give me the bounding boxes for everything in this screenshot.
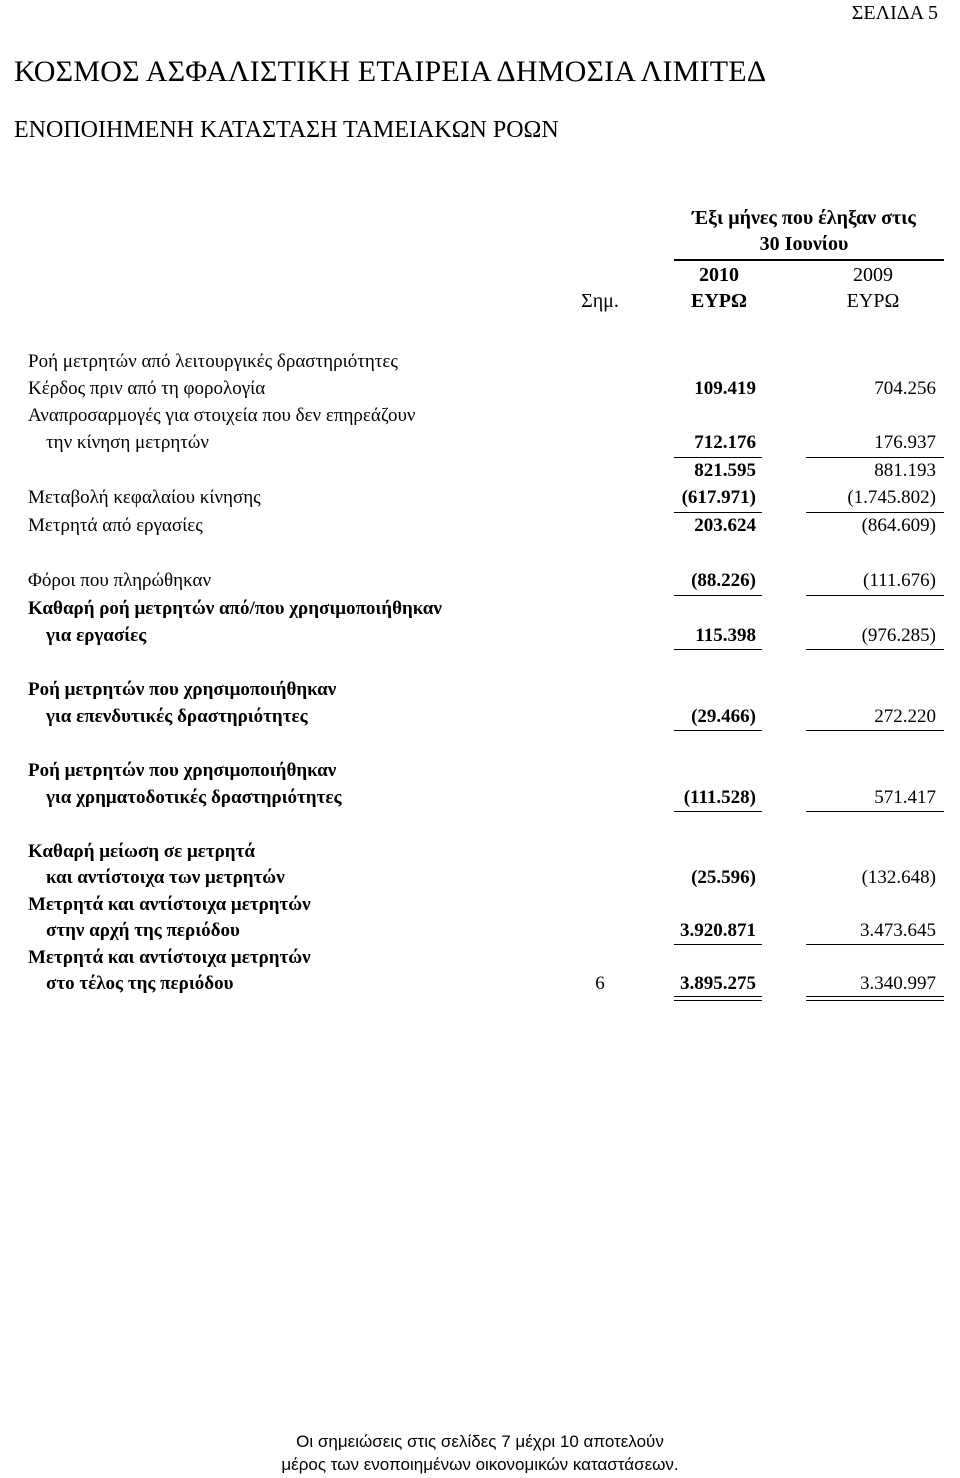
row-label-investing: για επενδυτικές δραστηριότητες (46, 706, 308, 727)
value-2010-taxes-paid: (88.226) (691, 570, 756, 591)
value-2009-cash-from-ops: (864.609) (861, 515, 936, 536)
value-2010-profit-before-tax: 109.419 (694, 378, 756, 399)
value-2010-net-decrease: (25.596) (691, 867, 756, 888)
value-2009-working-capital: (1.745.802) (847, 487, 936, 508)
underline-2009-adjustments (806, 457, 944, 458)
row-label-adjustments-line-1: Αναπροσαρμογές για στοιχεία που δεν επηρεάζουν (28, 405, 416, 426)
row-label-net-decrease: και αντίστοιχα των μετρητών (46, 867, 285, 888)
footer-line-1: Οι σημειώσεις στις σελίδες 7 μέχρι 10 αποτελούν (296, 1432, 664, 1451)
row-label-net-ops: για εργασίες (46, 625, 147, 646)
underline-2010-financing (674, 811, 762, 812)
underline-2009-working-capital (806, 512, 944, 513)
note-column-header: Σημ. (581, 290, 619, 312)
row-label-opening: στην αρχή της περιόδου (46, 920, 240, 941)
underline-2009-net-ops (806, 649, 944, 650)
period-underline (674, 259, 944, 261)
row-label-closing-line-1: Μετρητά και αντίστοιχα μετρητών (28, 947, 311, 968)
row-label-financing: για χρηματοδοτικές δραστηριότητες (46, 787, 342, 808)
company-name: ΚΟΣΜΟΣ ΑΣΦΑΛΙΣΤΙΚΗ ΕΤΑΙΡΕΙΑ ΔΗΜΟΣΙΑ ΛΙΜΙΤΕΔ (14, 55, 767, 88)
value-2010-cash-from-ops: 203.624 (694, 515, 756, 536)
value-2010-working-capital: (617.971) (681, 487, 756, 508)
row-label-adjustments: την κίνηση μετρητών (46, 432, 210, 453)
statement-title: ΕΝΟΠΟΙΗΜΕΝΗ ΚΑΤΑΣΤΑΣΗ ΤΑΜΕΙΑΚΩΝ ΡΟΩΝ (14, 117, 559, 143)
underline-2010-investing (674, 730, 762, 731)
underline-2009-investing (806, 730, 944, 731)
value-2009-opening: 3.473.645 (860, 920, 936, 941)
value-2010-subtotal: 821.595 (694, 460, 756, 481)
value-2009-net-ops: (976.285) (861, 625, 936, 646)
year-2009-header: 2009 (853, 264, 893, 286)
underline-2010-opening (674, 944, 762, 945)
value-2009-profit-before-tax: 704.256 (874, 378, 936, 399)
value-2009-financing: 571.417 (874, 787, 936, 808)
currency-2010-header: ΕΥΡΩ (690, 290, 747, 312)
underline-2009-opening (806, 944, 944, 945)
note-ref-closing: 6 (595, 973, 605, 994)
operating-heading: Ροή μετρητών από λειτουργικές δραστηριότητες (28, 351, 398, 372)
currency-2009-header: ΕΥΡΩ (846, 290, 900, 312)
value-2009-taxes-paid: (111.676) (863, 570, 936, 591)
row-label-closing: στο τέλος της περιόδου (46, 973, 234, 994)
period-header (664, 205, 944, 257)
value-2010-financing: (111.528) (683, 787, 756, 808)
footer-line-2: μέρος των ενοποιημένων οικονομικών καταστάσεων. (281, 1455, 679, 1474)
underline-2009-taxes-paid (806, 595, 944, 596)
row-label-financing-line-1: Ροή μετρητών που χρησιμοποιήθηκαν (28, 760, 337, 781)
value-2010-closing: 3.895.275 (680, 973, 756, 994)
value-2009-closing: 3.340.997 (860, 973, 936, 994)
value-2010-adjustments: 712.176 (694, 432, 756, 453)
row-label-profit-before-tax: Κέρδος πριν από τη φορολογία (28, 378, 266, 399)
row-label-investing-line-1: Ροή μετρητών που χρησιμοποιήθηκαν (28, 679, 337, 700)
row-label-taxes-paid: Φόροι που πληρώθηκαν (28, 570, 212, 591)
underline-2009-financing (806, 811, 944, 812)
value-2010-investing: (29.466) (691, 706, 756, 727)
value-2009-investing: 272.220 (874, 706, 936, 727)
row-label-net-ops-line-1: Καθαρή ροή μετρητών από/που χρησιμοποιήθηκαν (28, 598, 442, 619)
value-2010-net-ops: 115.398 (695, 625, 756, 646)
row-label-cash-from-ops: Μετρητά από εργασίες (28, 515, 203, 536)
underline-2010-net-ops (674, 649, 762, 650)
underline-2010-adjustments (674, 457, 762, 458)
value-2009-net-decrease: (132.648) (861, 867, 936, 888)
page-number: ΣΕΛΙΔΑ 5 (851, 2, 938, 24)
value-2010-opening: 3.920.871 (680, 920, 756, 941)
row-label-working-capital: Μεταβολή κεφαλαίου κίνησης (28, 487, 261, 508)
row-label-net-decrease-line-1: Καθαρή μείωση σε μετρητά (28, 841, 255, 862)
row-label-opening-line-1: Μετρητά και αντίστοιχα μετρητών (28, 894, 311, 915)
year-2010-header: 2010 (699, 264, 739, 286)
underline-2010-taxes-paid (674, 595, 762, 596)
value-2009-adjustments: 176.937 (874, 432, 936, 453)
period-line-2: 30 Ιουνίου (759, 233, 849, 255)
underline-2010-working-capital (674, 512, 762, 513)
double-underline-2010-closing (674, 996, 762, 1001)
period-line-1: Έξι μήνες που έληξαν στις (692, 207, 916, 229)
value-2009-subtotal: 881.193 (874, 460, 936, 481)
double-underline-2009-closing (806, 996, 944, 1001)
